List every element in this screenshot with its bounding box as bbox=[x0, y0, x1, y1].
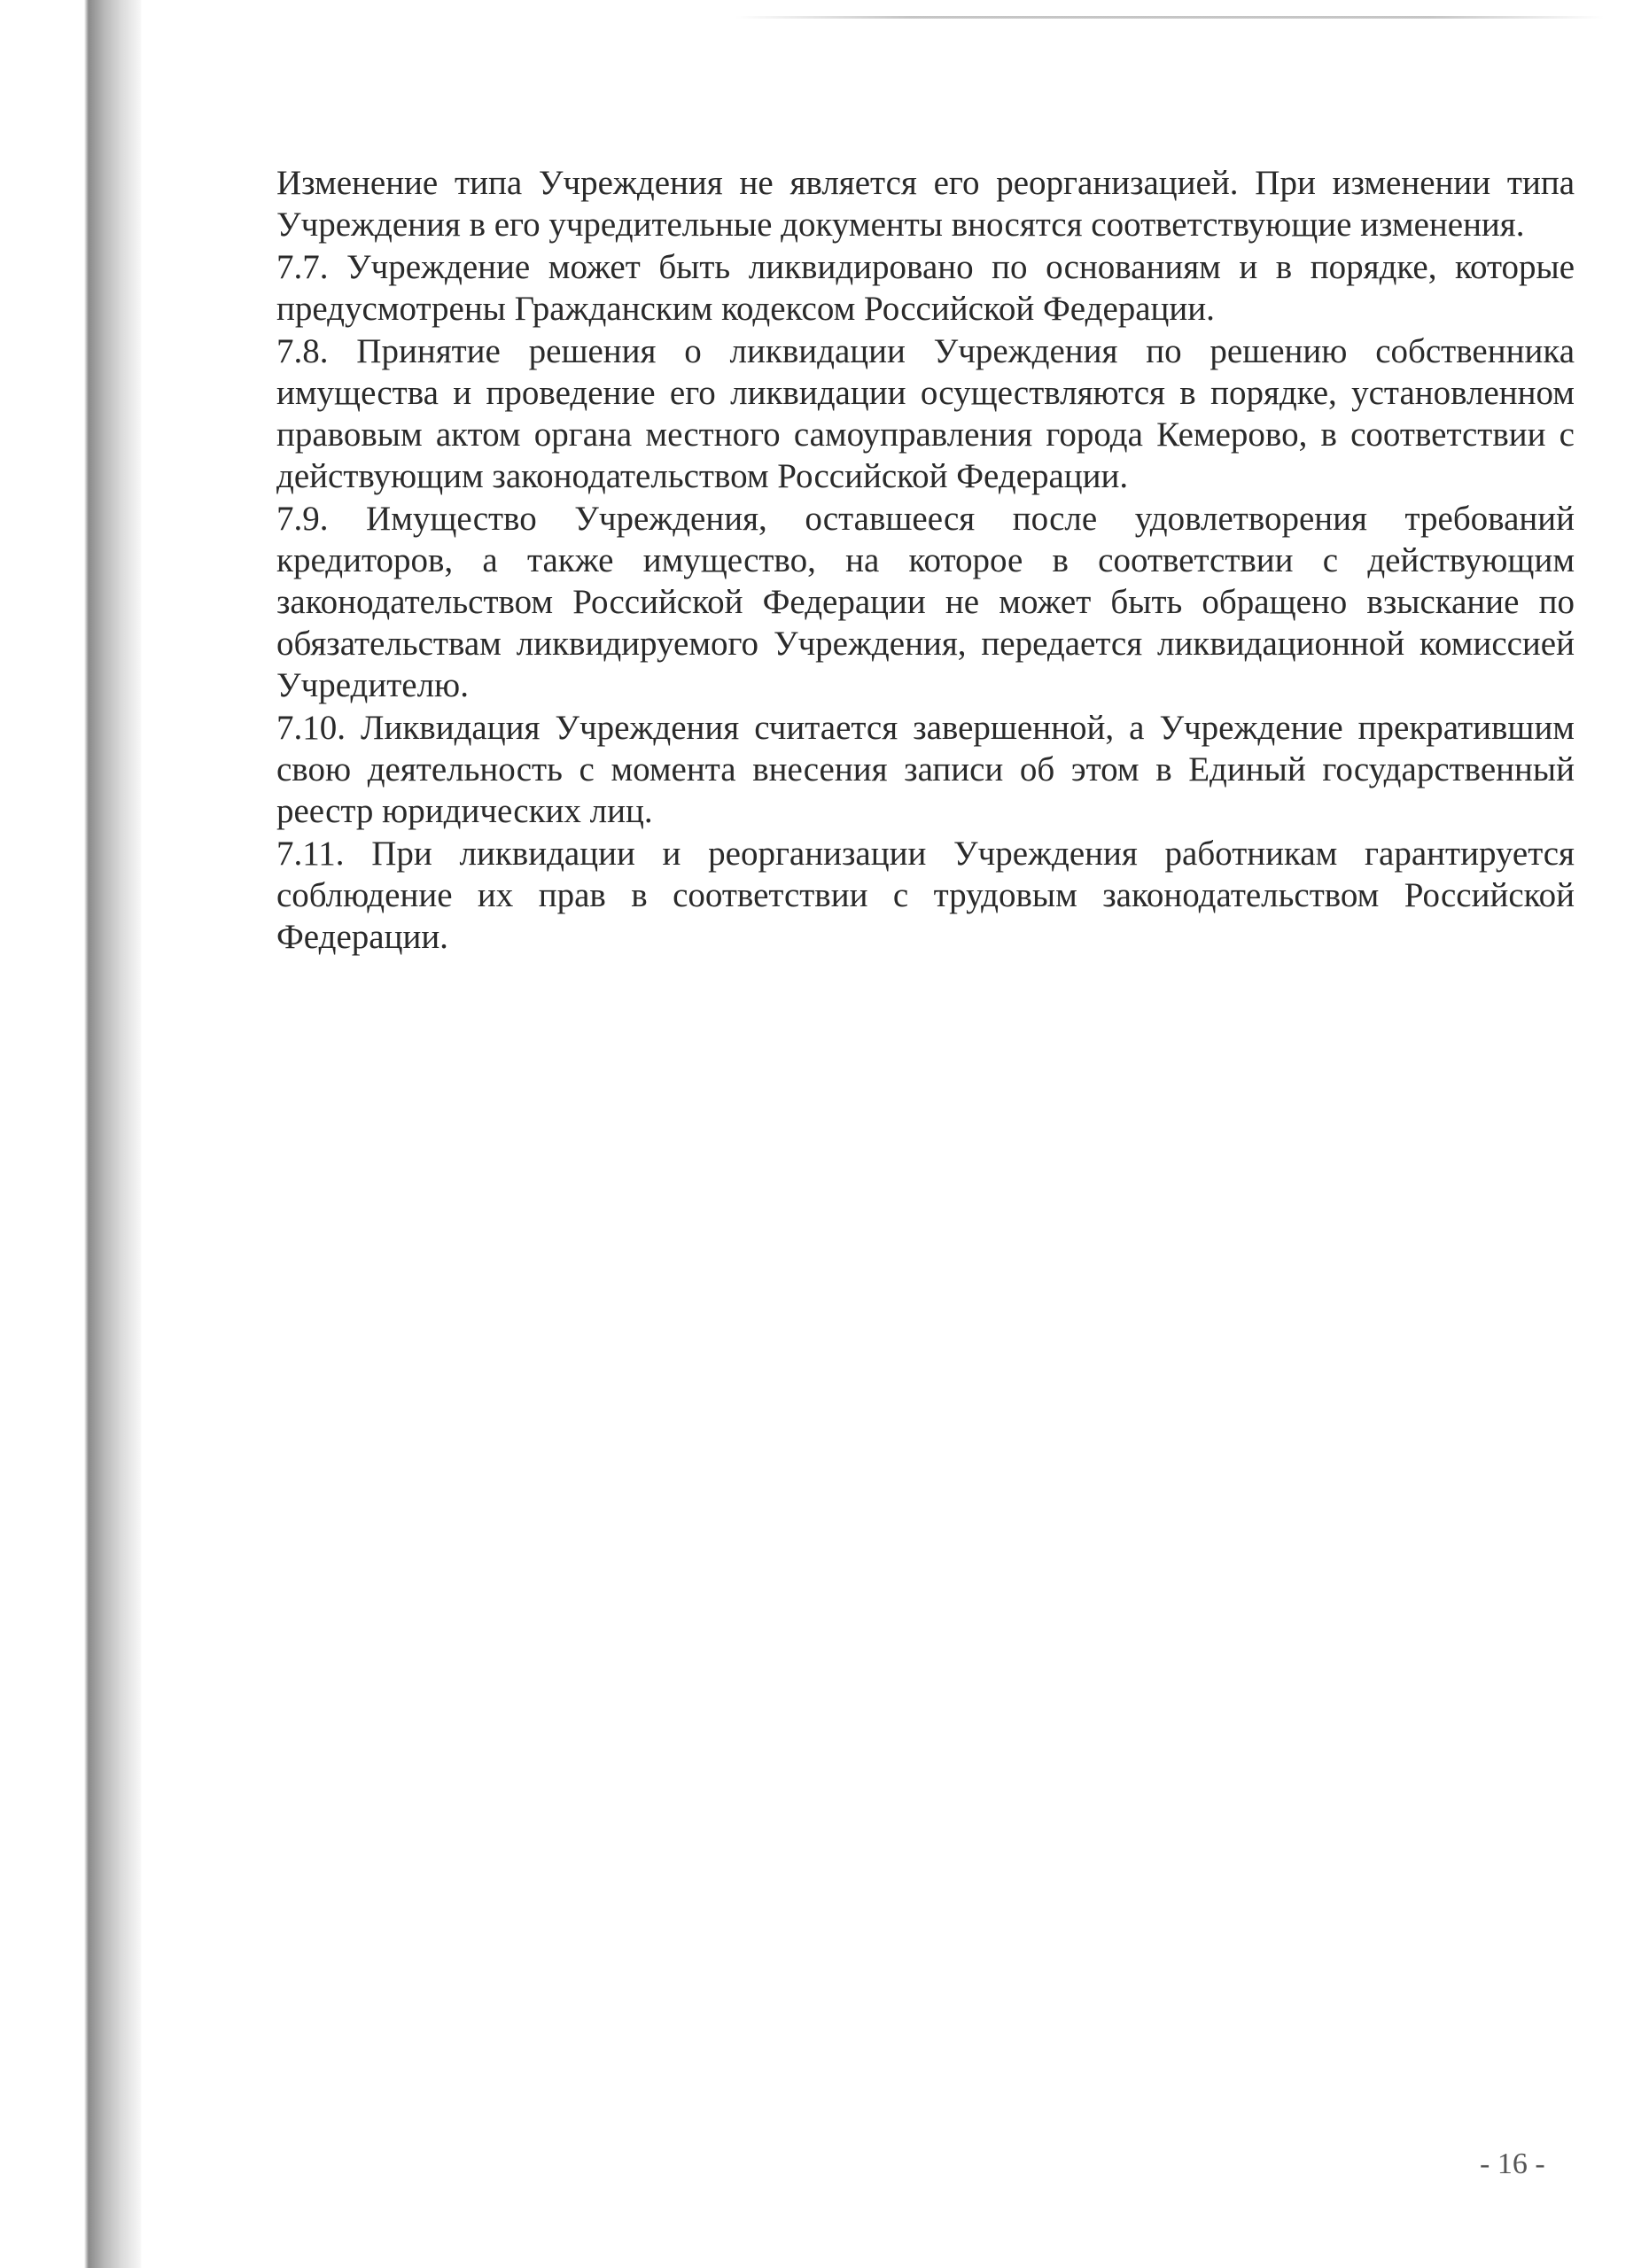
paragraph-7-11: 7.11. При ликвидации и реорганизации Учреждения работникам гарантируется соблюдение их прав в соответствии с трудовым законодательством Российской Федерации. bbox=[276, 835, 1575, 956]
page-number: - 16 - bbox=[1480, 2148, 1545, 2180]
document-body bbox=[276, 162, 1575, 959]
paragraph-7-7: 7.7. Учреждение может быть ликвидировано по основаниям и в порядке, которые предусмотрены Гражданским кодексом Российской Федерации. bbox=[276, 248, 1575, 328]
paragraph-7-10: 7.10. Ликвидация Учреждения считается завершенной, а Учреждение прекратившим свою деятельность с момента внесения записи об этом в Единый государственный реестр юридических лиц. bbox=[276, 709, 1575, 830]
scan-edge-shadow bbox=[0, 0, 142, 2268]
paragraph-7-6-continuation: Изменение типа Учреждения не является его реорганизацией. При изменении типа Учреждения в его учредительные документы вносятся соответствующие изменения. bbox=[276, 164, 1575, 244]
paragraph-7-9: 7.9. Имущество Учреждения, оставшееся после удовлетворения требований кредиторов, а также имущество, на которое в соответствии с действующим законодательством Российской Федерации не может быть обращено взыскание по обязательствам ликвидируемого Учреждения, передается ликвидационной комиссией Учредителю. bbox=[276, 500, 1575, 704]
scan-top-line bbox=[735, 16, 1604, 19]
paragraph-7-8: 7.8. Принятие решения о ликвидации Учреждения по решению собственника имущества и проведение его ликвидации осуществляются в порядке, установленном правовым актом органа местного самоуправления города Кемерово, в соответствии с действующим законодательством Российской Федерации. bbox=[276, 332, 1575, 495]
